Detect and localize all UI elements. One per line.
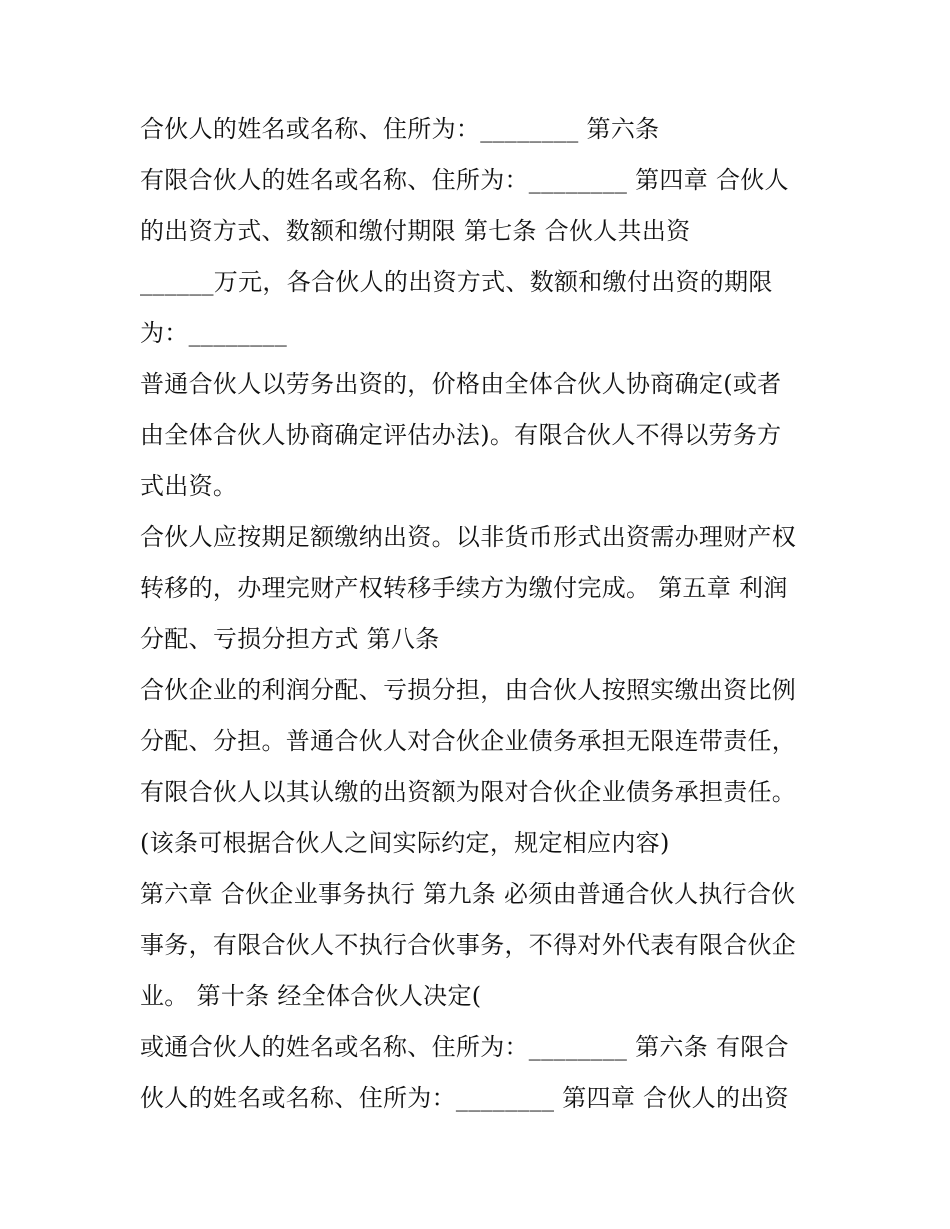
- text-line: 或通合伙人的姓名或名称、住所为：________ 第六条 有限合: [140, 1033, 789, 1061]
- text-line: 业。 第十条 经全体合伙人决定(: [140, 982, 482, 1010]
- text-line: 有限合伙人的姓名或名称、住所为：________ 第四章 合伙人: [140, 166, 789, 194]
- text-line: (该条可根据合伙人之间实际约定，规定相应内容): [140, 829, 670, 857]
- text-line: 转移的，办理完财产权转移手续方为缴付完成。 第五章 利润: [140, 574, 788, 602]
- text-line: 合伙企业的利润分配、亏损分担，由合伙人按照实缴出资比例: [140, 676, 797, 704]
- document-body: [140, 104, 820, 1124]
- text-line: 第六章 合伙企业事务执行 第九条 必须由普通合伙人执行合伙: [140, 880, 796, 908]
- text-line: 有限合伙人以其认缴的出资额为限对合伙企业债务承担责任。: [140, 778, 797, 806]
- text-line: 的出资方式、数额和缴付期限 第七条 合伙人共出资: [140, 217, 691, 245]
- text-line: 分配、亏损分担方式 第八条: [140, 625, 440, 653]
- text-line: 分配、分担。普通合伙人对合伙企业债务承担无限连带责任，: [140, 727, 797, 755]
- text-line: 合伙人应按期足额缴纳出资。以非货币形式出资需办理财产权: [140, 523, 797, 551]
- text-line: 为：________: [140, 319, 287, 347]
- text-line: 普通合伙人以劳务出资的，价格由全体合伙人协商确定(或者: [140, 370, 782, 398]
- text-line: 伙人的姓名或名称、住所为：________ 第四章 合伙人的出资: [140, 1084, 789, 1112]
- text-line: ______万元，各合伙人的出资方式、数额和缴付出资的期限: [140, 268, 773, 296]
- text-line: 事务，有限合伙人不执行合伙事务，不得对外代表有限合伙企: [140, 931, 797, 959]
- text-line: 合伙人的姓名或名称、住所为：________ 第六条: [140, 115, 660, 143]
- text-line: 式出资。: [140, 472, 238, 500]
- text-line: 由全体合伙人协商确定评估办法)。有限合伙人不得以劳务方: [140, 421, 782, 449]
